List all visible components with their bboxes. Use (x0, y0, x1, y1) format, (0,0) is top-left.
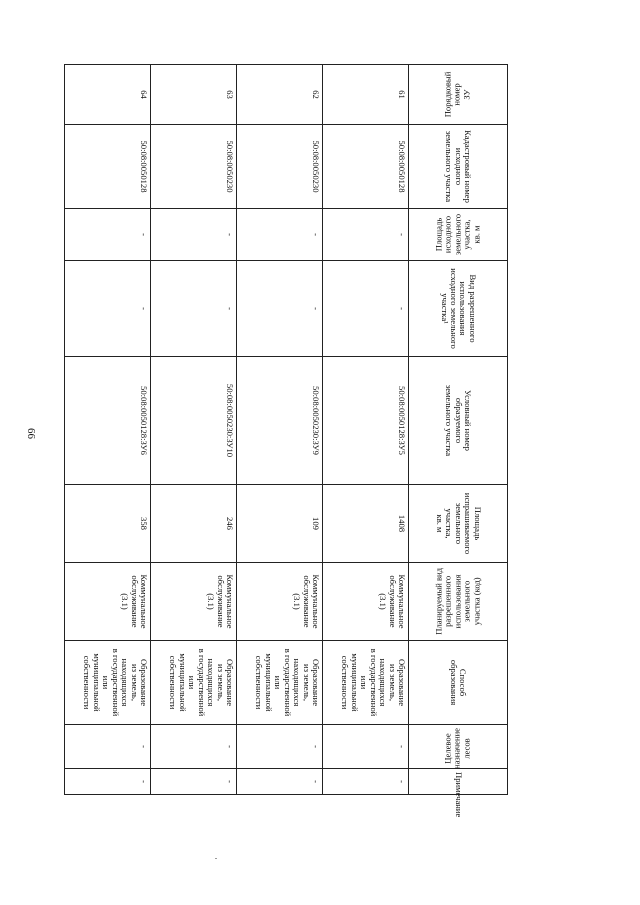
cell-num: 64 (65, 65, 151, 125)
header-permitted-use: Вид разрешенного использования исходного земельного участка¹ (409, 261, 508, 357)
table-row (323, 65, 409, 795)
header-forest-purpose: Целевое назначение лесов (409, 725, 508, 769)
header-note: Примечание (409, 769, 508, 795)
cell-cad-number: 50:08:0050230 (237, 125, 323, 209)
cell-cad-number: 50:08:0050128 (65, 125, 151, 209)
cell-source-area: - (151, 209, 237, 261)
cell-method: Образование из земель, находящихся в государственной или муниципальной собственности (151, 641, 237, 725)
cell-permitted-use: - (65, 261, 151, 357)
cell-forest-purpose: - (323, 725, 409, 769)
cell-planned-area: 246 (151, 485, 237, 563)
cell-method: Образование из земель, находящихся в государственной или муниципальной собственности (237, 641, 323, 725)
cell-method: Образование из земель, находящихся в государственной или муниципальной собственности (65, 641, 151, 725)
cell-cad-number: 50:08:0050230 (151, 125, 237, 209)
header-cond-number: Условный номер образуемого земельного участка (409, 357, 508, 485)
cell-cond-number: 50:08:0050128:ЗУ6 (65, 357, 151, 485)
cell-cad-number: 50:08:0050128 (323, 125, 409, 209)
scan-speck (215, 858, 217, 859)
cell-method: Образование из земель, находящихся в государственной или муниципальной собственности (323, 641, 409, 725)
cell-planned-use: Коммунальное обслуживание (3.1) (151, 563, 237, 641)
cell-cond-number: 50:08:0050128:ЗУ5 (323, 357, 409, 485)
cell-permitted-use: - (151, 261, 237, 357)
cell-forest-purpose: - (237, 725, 323, 769)
table-row (151, 65, 237, 795)
table-row (65, 65, 151, 795)
page-number: 66 (25, 428, 37, 439)
table-header-row (409, 65, 508, 795)
cell-source-area: - (323, 209, 409, 261)
cell-planned-area: 358 (65, 485, 151, 563)
cell-forest-purpose: - (151, 725, 237, 769)
cell-planned-area: 1408 (323, 485, 409, 563)
land-plots-table-wrapper (64, 64, 508, 818)
cell-planned-use: Коммунальное обслуживание (3.1) (65, 563, 151, 641)
table-row (237, 65, 323, 795)
cell-num: 61 (323, 65, 409, 125)
header-num: Порядковый номер ЗУ (409, 65, 508, 125)
cell-source-area: - (65, 209, 151, 261)
cell-cond-number: 50:08:0050230:ЗУ10 (151, 357, 237, 485)
header-planned-area: Площадь испрашиваемого земельного участка, кв. м (409, 485, 508, 563)
header-cad-number: Кадастровый номер исходного земельного участка (409, 125, 508, 209)
cell-planned-use: Коммунальное обслуживание (3.1) (323, 563, 409, 641)
cell-note: - (323, 769, 409, 795)
land-plots-table (64, 64, 508, 818)
header-source-area: Площадь исходного земельного участка, кв. м (409, 209, 508, 261)
cell-forest-purpose: - (65, 725, 151, 769)
header-method: Способ образования (409, 641, 508, 725)
header-planned-use: Планируемый вид разрешенного использования земельного участка (код) (409, 563, 508, 641)
cell-num: 62 (237, 65, 323, 125)
cell-source-area: - (237, 209, 323, 261)
cell-planned-use: Коммунальное обслуживание (3.1) (237, 563, 323, 641)
cell-note: - (65, 769, 151, 795)
cell-note: - (151, 769, 237, 795)
cell-cond-number: 50:08:0050230:ЗУ9 (237, 357, 323, 485)
cell-note: - (237, 769, 323, 795)
cell-permitted-use: - (323, 261, 409, 357)
cell-num: 63 (151, 65, 237, 125)
cell-planned-area: 109 (237, 485, 323, 563)
cell-permitted-use: - (237, 261, 323, 357)
